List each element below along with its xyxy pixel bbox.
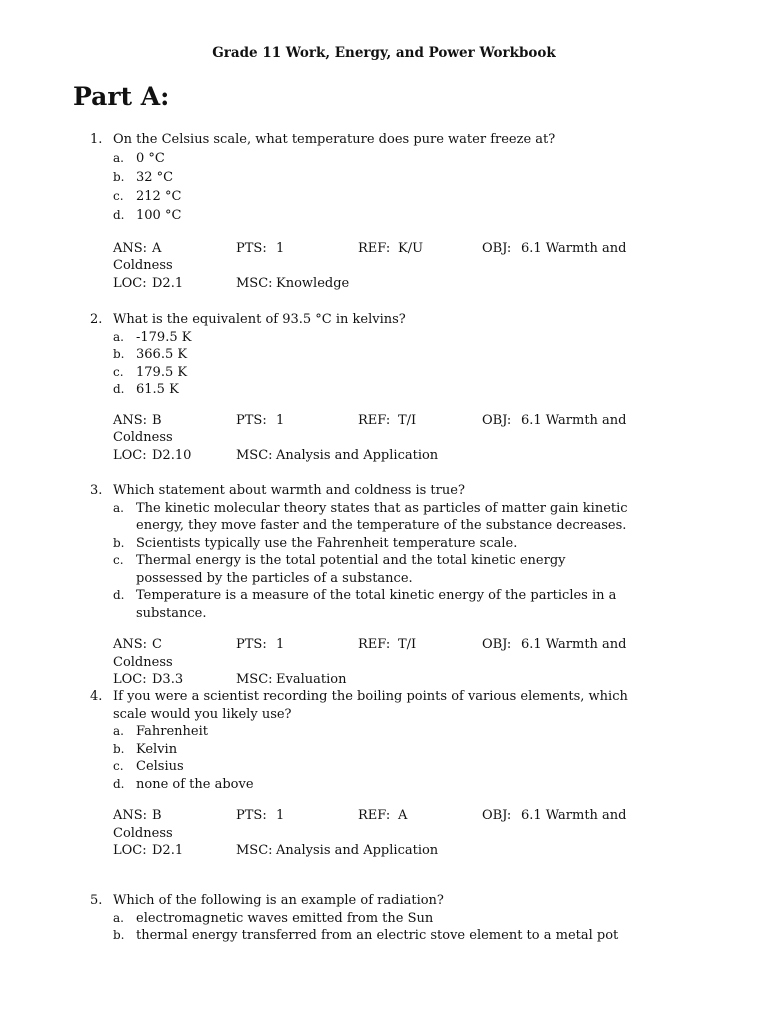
- points: 1: [276, 240, 285, 256]
- choice-b: b. Kelvin: [113, 741, 178, 757]
- question-number: 4.: [90, 689, 103, 704]
- choice-d: d. 100 °C: [113, 207, 182, 223]
- location: D3.3: [152, 672, 184, 687]
- part-heading: Part A:: [73, 82, 170, 111]
- question-1: [0, 131, 768, 292]
- objective: 6.1 Warmth and: [521, 240, 627, 256]
- reference: A: [398, 808, 408, 823]
- choice-c: c. Thermal energy is the total potential and the total kinetic energy possessed by the particles of a substance.: [113, 553, 566, 586]
- choice-a: a. electromagnetic waves emitted from the Sun: [113, 910, 434, 926]
- reference: K/U: [398, 240, 424, 256]
- question-3: [0, 482, 768, 689]
- choice-d: d. none of the above: [113, 776, 254, 792]
- choice-c: c. Celsius: [113, 759, 184, 774]
- points: 1: [276, 412, 285, 428]
- question-text: On the Celsius scale, what temperature does pure water freeze at?: [113, 132, 556, 147]
- choice-a: a. -179.5 K: [113, 329, 192, 345]
- msc: Analysis and Application: [276, 447, 439, 463]
- question-5: [0, 892, 768, 945]
- answer-key: B: [152, 808, 162, 823]
- question-4: [0, 688, 768, 860]
- points: 1: [276, 808, 285, 823]
- choice-a: a. 0 °C: [113, 150, 165, 166]
- choice-d: d. Temperature is a measure of the total kinetic energy of the particles in a substance.: [113, 588, 617, 621]
- choice-d: d. 61.5 K: [113, 382, 179, 397]
- answer-metadata: ANS: C PTS: 1 REF: T/I OBJ: 6.1 Warmth and Coldness LOC: D3.3 MSC: Evaluation: [113, 637, 627, 687]
- answer-metadata: ANS: B PTS: 1 REF: T/I OBJ: 6.1 Warmth and Coldness LOC: D2.10 MSC: Analysis and Application: [113, 412, 627, 463]
- msc: Analysis and Application: [276, 843, 439, 858]
- answer-key: A: [152, 240, 162, 256]
- choice-list: [0, 500, 768, 623]
- choice-b: b. 366.5 K: [113, 347, 188, 362]
- choice-list: [0, 150, 768, 226]
- msc: Evaluation: [276, 672, 347, 687]
- question-number: 3.: [90, 483, 103, 498]
- choice-b: b. thermal energy transferred from an electric stove element to a metal pot: [113, 928, 619, 943]
- choice-b: b. 32 °C: [113, 169, 174, 185]
- objective-continued: Coldness: [113, 258, 173, 273]
- choice-list: [0, 329, 768, 399]
- choice-a: a. Fahrenheit: [113, 724, 208, 739]
- answer-key: C: [152, 637, 162, 652]
- msc: Knowledge: [276, 275, 350, 291]
- question-text: Which statement about warmth and coldness is true?: [113, 483, 465, 498]
- question-text: Which of the following is an example of radiation?: [113, 893, 444, 908]
- question-text: If you were a scientist recording the boiling points of various elements, which scale would you likely use?: [113, 689, 628, 722]
- answer-metadata: ANS: A PTS: 1 REF: K/U OBJ: 6.1 Warmth and Coldness LOC: D2.1 MSC: Knowledge: [113, 240, 627, 291]
- question-number: 5.: [90, 893, 103, 908]
- choice-list: [0, 723, 768, 793]
- question-number: 1.: [90, 132, 103, 147]
- reference: T/I: [398, 412, 417, 428]
- question-number: 2.: [90, 312, 103, 327]
- reference: T/I: [398, 637, 417, 652]
- document-title: Grade 11 Work, Energy, and Power Workbook: [212, 45, 556, 61]
- objective-continued: Coldness: [113, 825, 173, 841]
- objective: 6.1 Warmth and: [521, 412, 627, 428]
- points: 1: [276, 637, 285, 652]
- answer-metadata: ANS: B PTS: 1 REF: A OBJ: 6.1 Warmth and Coldness LOC: D2.1 MSC: Analysis and Application: [113, 808, 627, 858]
- choice-c: c. 212 °C: [113, 188, 182, 204]
- choice-list: [0, 910, 768, 945]
- objective-continued: Coldness: [113, 430, 173, 445]
- answer-key: B: [152, 412, 162, 428]
- objective: 6.1 Warmth and: [521, 808, 627, 823]
- question-2: [0, 311, 768, 464]
- location: D2.10: [152, 447, 192, 463]
- location: D2.1: [152, 843, 184, 858]
- question-text: What is the equivalent of 93.5 °C in kelvins?: [113, 312, 406, 327]
- location: D2.1: [152, 275, 184, 291]
- objective-continued: Coldness: [113, 654, 173, 670]
- choice-c: c. 179.5 K: [113, 364, 188, 380]
- objective: 6.1 Warmth and: [521, 637, 627, 652]
- choice-a: a. The kinetic molecular theory states that as particles of matter gain kinetic energy, they move faster and the temperature of the substance decreases.: [113, 500, 628, 533]
- choice-b: b. Scientists typically use the Fahrenheit temperature scale.: [113, 535, 518, 551]
